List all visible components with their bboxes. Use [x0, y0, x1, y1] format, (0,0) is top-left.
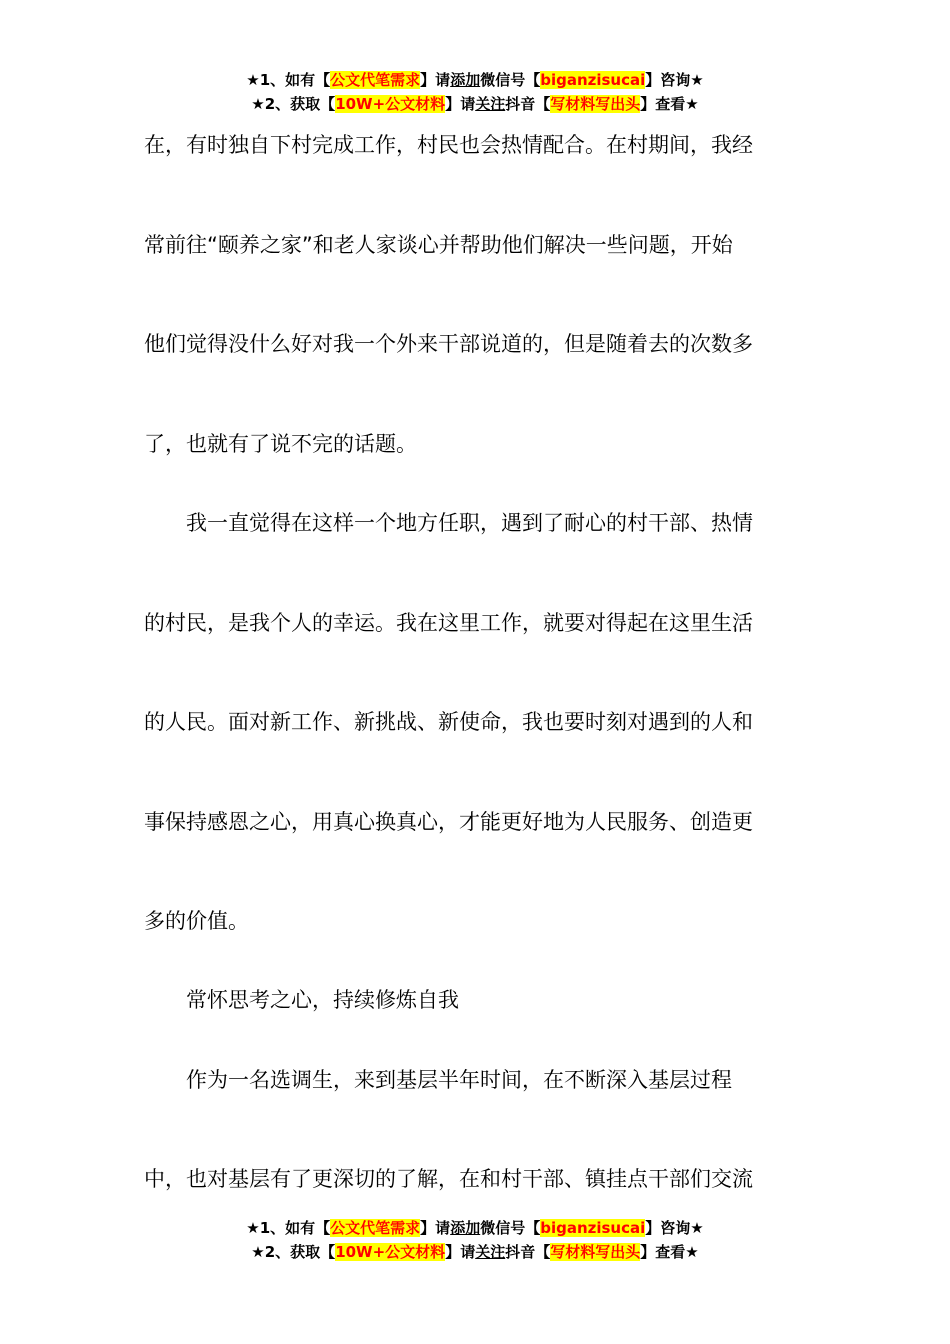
- body-line-8: 事保持感恩之心，用真心换真心，才能更好地为人民服务、创造更: [144, 810, 753, 834]
- body-line-9: 多的价值。: [144, 909, 249, 933]
- highlight-materials: 10W+公文材料: [335, 1243, 446, 1261]
- footer-text: ★1、如有【: [246, 1219, 331, 1237]
- footer-text: 】请: [420, 1219, 451, 1237]
- body-line-2: 常前往“颐养之家”和老人家谈心并帮助他们解决一些问题，开始: [144, 233, 733, 257]
- footer-text: 抖音【: [505, 1243, 551, 1261]
- footer-text: 】请: [445, 1243, 476, 1261]
- underlined-add: 添加: [450, 71, 481, 89]
- header-text: 】查看★: [640, 95, 699, 113]
- body-line-6: 的村民，是我个人的幸运。我在这里工作，就要对得起在这里生活: [144, 611, 753, 635]
- body-line-3: 他们觉得没什么好对我一个外来干部说道的，但是随着去的次数多: [144, 332, 753, 356]
- header-text: 微信号【: [480, 71, 541, 89]
- underlined-add: 添加: [450, 1219, 481, 1237]
- underlined-follow: 关注: [475, 1243, 506, 1261]
- body-line-12: 中，也对基层有了更深切的了解，在和村干部、镇挂点干部们交流: [144, 1167, 753, 1191]
- highlight-douyin-account: 写材料写出头: [550, 95, 641, 113]
- underlined-follow: 关注: [475, 95, 506, 113]
- header-text: 】请: [420, 71, 451, 89]
- body-line-7: 的人民。面对新工作、新挑战、新使命，我也要时刻对遇到的人和: [144, 710, 753, 734]
- body-line-5: 我一直觉得在这样一个地方任职，遇到了耐心的村干部、热情: [144, 511, 753, 535]
- header-text: 抖音【: [505, 95, 551, 113]
- body-line-1: 在，有时独自下村完成工作，村民也会热情配合。在村期间，我经: [144, 133, 753, 157]
- header-line-1: [0, 68, 950, 92]
- header-text: 】咨询★: [645, 71, 704, 89]
- highlight-service: 公文代笔需求: [330, 71, 421, 89]
- header-text: 】请: [445, 95, 476, 113]
- highlight-wechat-id: biganzisucai: [540, 71, 646, 89]
- header-line-2: [0, 92, 950, 116]
- footer-banner: [0, 1216, 950, 1264]
- footer-text: 】咨询★: [645, 1219, 704, 1237]
- header-banner: [0, 68, 950, 116]
- footer-line-1: [0, 1216, 950, 1240]
- footer-text: ★2、获取【: [251, 1243, 336, 1261]
- section-heading: 常怀思考之心，持续修炼自我: [144, 988, 459, 1012]
- body-line-4: 了，也就有了说不完的话题。: [144, 432, 417, 456]
- header-text: ★1、如有【: [246, 71, 331, 89]
- footer-text: 】查看★: [640, 1243, 699, 1261]
- highlight-service: 公文代笔需求: [330, 1219, 421, 1237]
- header-text: ★2、获取【: [251, 95, 336, 113]
- footer-line-2: [0, 1240, 950, 1264]
- highlight-douyin-account: 写材料写出头: [550, 1243, 641, 1261]
- body-line-11: 作为一名选调生，来到基层半年时间，在不断深入基层过程: [144, 1068, 732, 1092]
- highlight-wechat-id: biganzisucai: [540, 1219, 646, 1237]
- highlight-materials: 10W+公文材料: [335, 95, 446, 113]
- footer-text: 微信号【: [480, 1219, 541, 1237]
